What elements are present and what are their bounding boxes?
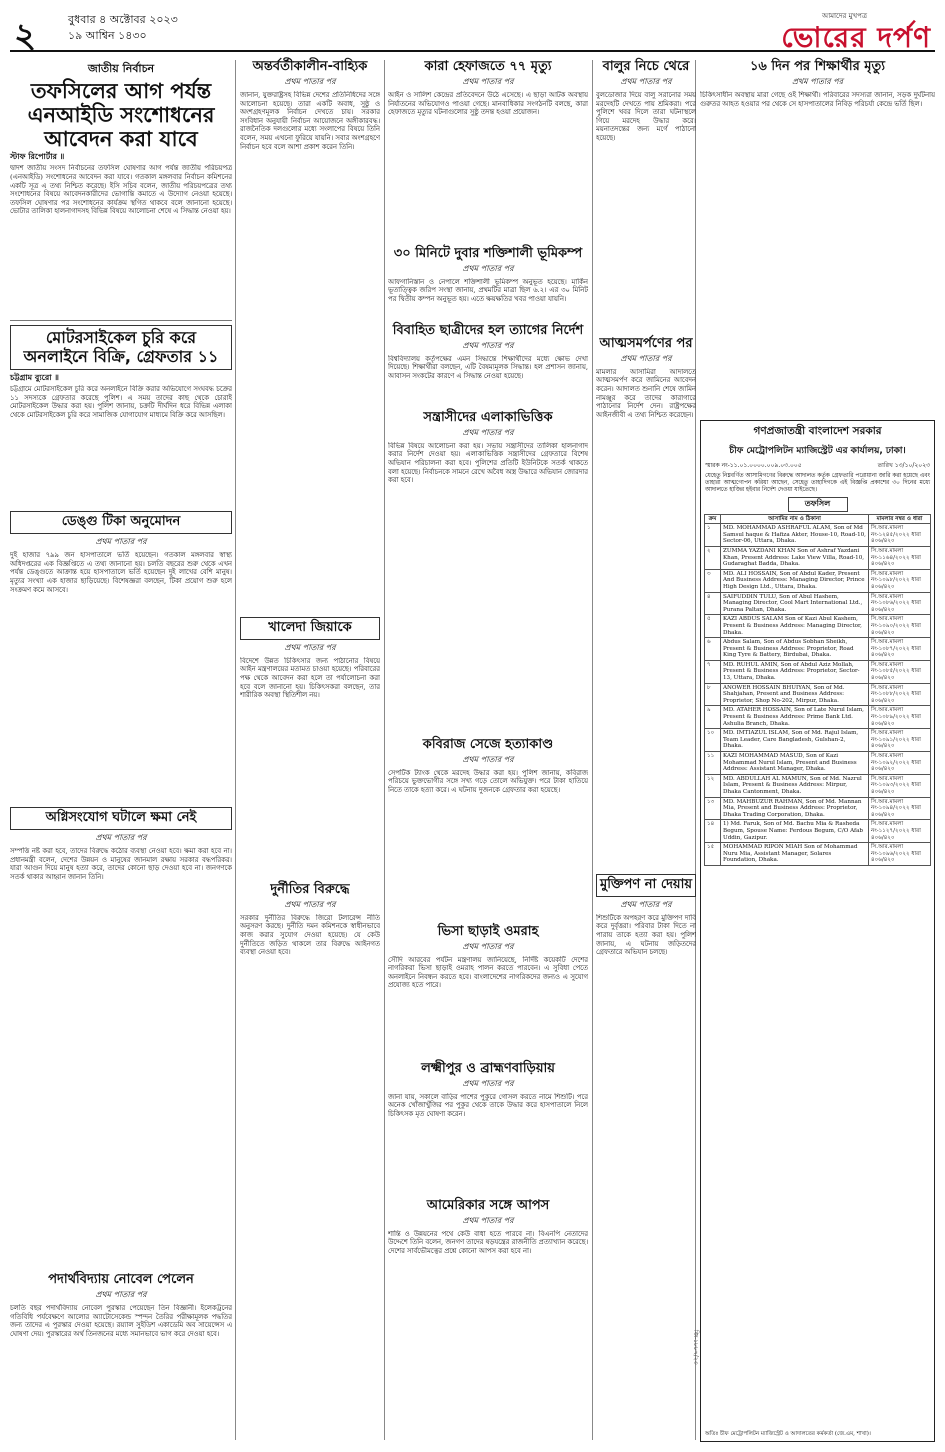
article-headline: মোটরসাইকেল চুরি করে অনলাইনে বিক্রি, গ্রেফতার ১১ — [23, 328, 219, 366]
article-body: আইন ও সালিশ কেন্দ্রের প্রতিবেদনে উঠে এসেছে। এ ছাড়া আটক অবস্থায় নির্যাতনের অভিযোগও পাওয়া গেছে। মানবাধিকার সংগঠনটি বলছে, কারা হেফাজতে মৃত্যুর ঘটনাগুলোর সুষ্ঠু তদন্ত হওয়া প্রয়োজন। — [388, 90, 588, 117]
article-sub: প্রথম পাতার পর — [462, 754, 514, 764]
cell-name: Abdus Salam, Son of Abdus Sobhan Sheikh, Present & Business Address: Proprietor, Road King Tyre & Battery, Birdubai, Dhaka. — [721, 638, 869, 661]
article-sub: প্রথম পাতার পর — [284, 899, 336, 909]
col-name: আসামির নাম ও ঠিকানা — [721, 514, 869, 524]
cell-sl: ৭ — [705, 660, 721, 683]
cell-case: সি.আর.মামলা নং-১০৮৭/২০২২ ধারা ৪০৬/৪২০ — [869, 638, 931, 661]
column-3 — [388, 60, 588, 1390]
cell-case: সি.আর.মামলা নং-১০৯১/২০২২ ধারা ৪০৬/৪২০ — [869, 729, 931, 752]
notice-table — [704, 514, 931, 866]
column-divider — [592, 60, 593, 1440]
table-row — [705, 843, 931, 866]
column-4 — [596, 60, 696, 1284]
article-body: বিভিন্ন বিষয়ে আলোচনা করা হয়। সভায় সন্ত্রাসীদের তালিকা হালনাগাদ করার নির্দেশ দেওয়া হয়। এলাকাভিত্তিক সন্ত্রাসীদের গ্রেফতারে বিশেষ অভিযান পরিচালনা করা হবে। পুলিশের প্রতিটি ইউনিটকে সতর্ক থাকতে বলা হয়েছে। নির্বাচনকে সামনে রেখে অবৈধ অস্ত্র উদ্ধারে অভিযান জোরদার করা হবে। — [388, 441, 588, 485]
article-headline: সন্ত্রাসীদের এলাকাভিত্তিক — [423, 409, 553, 425]
cell-case: সি.আর.মামলা নং-১০৯২/২০২২ ধারা ৪০৬/৪২০ — [869, 752, 931, 775]
table-row — [705, 774, 931, 797]
cell-case: সি.আর.মামলা নং-১০৮৫/২০২২ ধারা ৪০৬/৪২০ — [869, 660, 931, 683]
cell-sl: ৩ — [705, 569, 721, 592]
article-dengue — [10, 511, 232, 534]
cell-case: সি.আর.মামলা নং-১০৮৮/২০২২ ধারা ৪০৬/৪২০ — [869, 683, 931, 706]
article-body: সেপটিক ট্যাংক থেকে মরদেহ উদ্ধার করা হয়। পুলিশ জানায়, কবিরাজ পরিচয়ে ভুক্তভোগীর সঙ্গে সখ্য গড়ে তোলে অভিযুক্ত। পরে টাকা হাতিয়ে নিতে তাকে হত্যা করে। এ ঘটনায় দুজনকে গ্রেফতার করা হয়েছে। — [388, 768, 588, 794]
article-headline: ডেঙ্গু টিকা অনুমোদন — [61, 514, 181, 530]
article-motorcycle — [10, 325, 232, 370]
cell-name: ANOWER HOSSAIN BHUIYAN, Son of Md. Shahjahan, Present and Business Address: Proprietor, Shop No-202, Mirpur, Dhaka. — [721, 683, 869, 706]
article-headline: ১৬ দিন পর শিক্ষার্থীর মৃত্যু — [749, 59, 886, 74]
cell-name: KAZI MOHAMMAD MASUD, Son of Kazi Mohammad Nurul Islam, Present and Business Address: Assistant Manager, Dhaka. — [721, 752, 869, 775]
table-header-row — [705, 514, 931, 524]
table-row — [705, 797, 931, 820]
brand-name: ভোরের দর্পণ — [781, 21, 931, 54]
notice-footer: অতিঃ চীফ মেট্রোপলিটন ম্যাজিস্ট্রেট ও আদালতের কর্মকর্তা (জে.এম, শাখা)। — [705, 1431, 871, 1437]
col-case: মামলার নম্বর ও ধারা — [869, 514, 931, 524]
masthead — [10, 8, 935, 56]
cell-name: ZUMMA YAZDANI KHAN Son of Ashraf Yazdani Khan, Present Address: Lake View Villa, Road-10, Gudaraghat Badda, Dhaka. — [721, 546, 869, 569]
cell-case: সি.আর.মামলা নং-১০৯৬/২০২২ ধারা ৪০৬/৪২০ — [869, 843, 931, 866]
article-body: বিদেশে উন্নত চিকিৎসার জন্য পাঠানোর বিষয়ে আইন মন্ত্রণালয়ের মতামত চাওয়া হয়েছে। পরিবারের পক্ষ থেকে আবেদন করা হলে তা পর্যালোচনা করা হবে বলে জানানো হয়। চিকিৎসকরা বলছেন, তার শারীরিক অবস্থা স্থিতিশীল নয়। — [240, 656, 380, 700]
cell-sl: ৪ — [705, 592, 721, 615]
notice-memo: স্মারক নং-১১.০১.০০০০.০০৯.০৩.০০৫ — [705, 462, 802, 469]
article-khaleda — [240, 617, 380, 640]
court-notice — [700, 420, 935, 1442]
notice-intro: যেহেতু নিম্নবর্ণিত আসামিগণের বিরুদ্ধে আদালত কর্তৃক গ্রেফতারি পরোয়ানা জারি করা হয়েছে এবং তাহারা আত্মগোপন করিয়া আছেন, সেহেতু তাহাদিগকে এই বিজ্ঞপ্তি প্রকাশের ৩০ দিনের মধ্যে আদালতে হাজির হইবার নির্দেশ দেওয়া যাইতেছে। — [705, 473, 930, 494]
article-sub: প্রথম পাতার পর — [95, 1290, 147, 1300]
cell-name: SAIFUDDIN TULU, Son of Abul Hashem, Managing Director, Cool Mart International Ltd., Purana Paltan, Dhaka. — [721, 592, 869, 615]
cell-sl: ১৫ — [705, 843, 721, 866]
article-body: শিশুটিকে অপহরণ করে মুক্তিপণ দাবি করে দুর্বৃত্তরা। পরিবার টাকা দিতে না পারায় তাকে হত্যা করা হয়। পুলিশ জানায়, এ ঘটনায় জড়িতদের গ্রেফতারে অভিযান চলছে। — [596, 913, 696, 957]
article-sub: প্রথম পাতার পর — [462, 340, 514, 350]
article-headline: কারা হেফাজতে ৭৭ মৃত্যু — [424, 59, 552, 74]
article-sub: প্রথম পাতার পর — [462, 427, 514, 437]
article-sub: প্রথম পাতার পর — [792, 76, 843, 86]
cell-sl: ৯ — [705, 706, 721, 729]
article-body: চিকিৎসাধীন অবস্থায় মারা গেছে ওই শিক্ষার্থী। পরিবারের সদস্যরা জানান, সড়ক দুর্ঘটনায় গুরুতর আহত হওয়ার পর থেকে সে হাসপাতালের নিবিড় পরিচর্যা কেন্দ্রে ভর্তি ছিল। — [700, 90, 935, 108]
date-gregorian: বুধবার ৪ অক্টোবর ২০২৩ — [68, 13, 178, 26]
cell-name: MD. ALI HOSSAIN, Son of Abdul Kader, Present And Business Address: Managing Director, Prince High Design Ltd., Uttara, Dhaka. — [721, 569, 869, 592]
cell-name: 1) Md. Faruk, Son of Md. Bachu Mia & Rasheda Begum, Spouse Name: Ferdous Begum, C/O Afab Uddin, Gazipur. — [721, 820, 869, 843]
article-body: দুই হাজার ৭৯৯ জন হাসপাতালে ভর্তি হয়েছেন। গতকাল মঙ্গলবার স্বাস্থ্য অধিদপ্তরের এক বিজ্ঞপ্তিতে এ তথ্য জানানো হয়। চলতি বছরের শুরু থেকে এখন পর্যন্ত ডেঙ্গুতে আক্রান্ত হয়ে হাসপাতালে ভর্তি হয়েছেন দুই লাখের বেশি মানুষ। মৃত্যুর সংখ্যা এক হাজার ছাড়িয়েছে। বিশেষজ্ঞরা বলছেন, টিকা প্রয়োগ শুরু হলে সংক্রমণ কমে আসবে। — [10, 551, 232, 594]
article-body: মামলার আসামিরা আদালতে আত্মসমর্পণ করে জামিনের আবেদন করেন। আদালত শুনানি শেষে জামিন নামঞ্জুর করে তাদের কারাগারে পাঠানোর নির্দেশ দেন। রাষ্ট্রপক্ষের আইনজীবী এ তথ্য নিশ্চিত করেছেন। — [596, 367, 696, 419]
article-sub: প্রথম পাতার পর — [620, 899, 672, 909]
article-body: বুলডোজার দিয়ে বালু সরানোর সময় মরদেহটি দেখতে পায় শ্রমিকরা। পরে পুলিশে খবর দিলে তারা ঘটনাস্থলে গিয়ে মরদেহ উদ্ধার করে। ময়নাতদন্তের জন্য মর্গে পাঠানো হয়েছে। — [596, 90, 696, 142]
cell-sl: ৬ — [705, 638, 721, 661]
cell-case: সি.আর.মামলা নং-১০৯৩/২০২২ ধারা ৪০৬/৪২০ — [869, 774, 931, 797]
table-row — [705, 638, 931, 661]
cell-case: সি.আর.মামলা নং-১০৯৪/২০২২ ধারা ৪০৬/৪২০ — [869, 797, 931, 820]
article-sub: প্রথম পাতার পর — [284, 642, 336, 652]
cell-name: MD. RUHUL AMIN, Son of Abdul Aziz Mollah, Present & Business Address: Proprietor, Sector-13, Uttara, Dhaka. — [721, 660, 869, 683]
table-row — [705, 569, 931, 592]
cell-case: সি.আর.মামলা নং-১১৬৪/২০২২ ধারা ৪০৬/৪২০ — [869, 546, 931, 569]
article-nid — [10, 60, 232, 314]
cell-sl: ১৩ — [705, 797, 721, 820]
article-body: শান্তি ও উন্নয়নের পথে কেউ বাধা হতে পারবে না। বিএনপি নেতাদের উদ্দেশে তিনি বলেন, জনগণ তাদের ষড়যন্ত্রের রাজনীতি প্রত্যাখ্যান করেছে। দেশের সার্বভৌমত্বের প্রশ্নে কোনো আপস করা হবে না। — [388, 1229, 588, 1255]
article-headline: ৩০ মিনিটে দুবার শক্তিশালী ভূমিকম্প — [393, 245, 583, 261]
column-divider — [384, 60, 385, 1440]
column-divider — [235, 60, 236, 1440]
article-headline: আত্মসমর্পণের পর — [599, 335, 693, 351]
col-sl: ক্রম — [705, 514, 721, 524]
article-sub: প্রথম পাতার পর — [462, 76, 514, 86]
article-headline: কবিরাজ সেজে হত্যাকাণ্ড — [422, 736, 554, 752]
cell-name: MD. MOHAMMAD ASHRAFUL ALAM, Son of Md Samsul haque & Hafiza Akter, House-10, Road-10, Sector-06, Uttara, Dhaka. — [721, 524, 869, 547]
article-sub: প্রথম পাতার পর — [462, 1078, 514, 1088]
article-headline: ভিসা ছাড়াই ওমরাহ — [437, 923, 539, 939]
article-kicker: জাতীয় নির্বাচন — [87, 62, 155, 75]
article-fire — [10, 807, 232, 830]
cell-sl: ৮ — [705, 683, 721, 706]
article-body: সৌদি আরবের পর্যটন মন্ত্রণালয় জানিয়েছে, নির্দিষ্ট কয়েকটি দেশের নাগরিকরা ভিসা ছাড়াই ওমরাহ পালন করতে পারবেন। এ সুবিধা পেতে অনলাইনে নিবন্ধন করতে হবে। বাংলাদেশের নাগরিকদের জন্যও এ সুযোগ প্রযোজ্য হতে পারে। — [388, 955, 588, 990]
cell-sl: ১২ — [705, 774, 721, 797]
cell-sl: ১ — [705, 524, 721, 547]
cell-name: MD. MAHBUZUR RAHMAN, Son of Md. Mannan Mia, Present and Business Address: Proprietor, Dhaka Trading Corporation, Dhaka. — [721, 797, 869, 820]
table-row — [705, 592, 931, 615]
brand-tagline: আমাদের মুখপত্র — [821, 12, 867, 20]
article-headline: খালেদা জিয়াকে — [268, 619, 352, 635]
article-body: জানা যায়, সকালে বাড়ির পাশের পুকুরে গোসল করতে নামে শিশুটি। পরে অনেক খোঁজাখুঁজির পর পুকুর থেকে তাকে উদ্ধার করে হাসপাতালে নিলে চিকিৎসক মৃত ঘোষণা করেন। — [388, 1092, 588, 1118]
table-row — [705, 615, 931, 638]
notice-office: চীফ মেট্রোপলিটন ম্যাজিস্ট্রেট এর কার্যালয়, ঢাকা। — [729, 446, 906, 456]
cell-name: KAZI ABDUS SALAM Son of Kazi Abul Kashem, Present & Business Address: Managing Director, Dhaka. — [721, 615, 869, 638]
side-stamp: জি-১৮৮৭/২৩ — [692, 1330, 699, 1365]
article-body: সম্পত্তি নষ্ট করা হবে, তাদের বিরুদ্ধে কঠোর ব্যবস্থা নেওয়া হবে। ক্ষমা করা হবে না। প্রধানমন্ত্রী বলেন, দেশের উন্নয়ন ও মানুষের জানমাল রক্ষায় সরকার বদ্ধপরিকর। যারা আগুন দিয়ে মানুষ হত্যা করে, তাদের কোনো ছাড় দেওয়া হবে না। জনগণকে সতর্ক থাকার আহ্বান জানান তিনি। — [10, 847, 232, 881]
cell-name: MD. ATAHER HOSSAIN, Son of Late Nurul Islam, Present & Business Address: Prime Bank Ltd. Ashulia Branch, Dhaka. — [721, 706, 869, 729]
article-body: চট্টগ্রামে মোটরসাইকেল চুরি করে অনলাইনে বিক্রি করার অভিযোগে সংঘবদ্ধ চক্রের ১১ সদস্যকে গ্রেফতার করেছে পুলিশ। এ সময় তাদের কাছ থেকে চোরাই মোটরসাইকেল উদ্ধার করা হয়। পুলিশ জানায়, চক্রটি দীর্ঘদিন ধরে বিভিন্ন এলাকা থেকে মোটরসাইকেল চুরি করে সামাজিক যোগাযোগ মাধ্যমে বিক্রি করে আসছিল। — [10, 385, 232, 419]
article-sub: প্রথম পাতার পর — [284, 76, 336, 86]
notice-gov-title: গণপ্রজাতন্ত্রী বাংলাদেশ সরকার — [753, 425, 882, 437]
date-line — [68, 12, 178, 44]
article-sub: প্রথম পাতার পর — [620, 353, 672, 363]
table-row — [705, 524, 931, 547]
table-row — [705, 820, 931, 843]
cell-name: MD. ABDULLAH AL MAMUN, Son of Md. Nazrul Islam, Present & Business Address: Mirpur, Dhaka Cantonment, Dhaka. — [721, 774, 869, 797]
table-row — [705, 706, 931, 729]
article-headline: দুর্নীতির বিরুদ্ধে — [270, 881, 350, 897]
article-headline: বালুর নিচে থেরে — [602, 59, 690, 74]
table-row — [705, 729, 931, 752]
date-bangla: ১৯ আশ্বিন ১৪৩০ — [68, 29, 147, 42]
cell-case: সি.আর.মামলা নং-১০৮৬/২০২২ ধারা ৪০৬/৪২০ — [869, 592, 931, 615]
article-body: চলতি বছর পদার্থবিদ্যায় নোবেল পুরস্কার পেয়েছেন তিন বিজ্ঞানী। ইলেকট্রনের গতিবিধি পর্যবেক্ষণে আলোর অ্যাটোসেকেন্ড স্পন্দন তৈরির পরীক্ষামূলক পদ্ধতির জন্য তাদের এ পুরস্কার দেওয়া হয়েছে। রয়্যাল সুইডিশ একাডেমি অব সায়েন্সেস এ ঘোষণা দেয়। পুরস্কারের অর্থ তিনজনের মধ্যে সমানভাবে ভাগ করে দেওয়া হবে। — [10, 1304, 232, 1338]
article-sub: প্রথম পাতার পর — [462, 1215, 514, 1225]
article-body: সরকার দুর্নীতির বিরুদ্ধে জিরো টলারেন্স নীতি অনুসরণ করছে। দুর্নীতি দমন কমিশনকে স্বাধীনভাবে কাজ করার সুযোগ দেওয়া হয়েছে। যে কেউ দুর্নীতিতে জড়িত থাকলে তার বিরুদ্ধে আইনগত ব্যবস্থা নেওয়া হবে। — [240, 913, 380, 957]
article-headline: অন্তর্বর্তীকালীন-বাহ্যিক — [252, 59, 368, 74]
cell-sl: ১১ — [705, 752, 721, 775]
article-sub: প্রথম পাতার পর — [95, 537, 147, 547]
article-sub: প্রথম পাতার পর — [462, 263, 514, 273]
cell-case: সি.আর.মামলা নং-১২৪৫/২০২২ ধারা ৪০৬/৪২০ — [869, 524, 931, 547]
cell-sl: ১৪ — [705, 820, 721, 843]
notice-table-body — [705, 524, 931, 866]
cell-name: MD. IMTIAZUL ISLAM, Son of Md. Rajul Islam, Team Leader, Care Bangladesh, Gulshan-2, Dhaka. — [721, 729, 869, 752]
column-1 — [10, 60, 232, 1444]
article-headline: মুক্তিপণ না দেয়ায় — [599, 876, 693, 892]
divider — [10, 320, 232, 321]
table-row — [705, 683, 931, 706]
notice-date: তারিখ ১৩/১০/২০২৩ — [877, 462, 930, 469]
article-headline: বিবাহিত ছাত্রীদের হল ত্যাগের নির্দেশ — [392, 322, 584, 338]
article-student-death — [700, 60, 935, 411]
article-sub: প্রথম পাতার পর — [95, 833, 147, 843]
article-headline: তফসিলের আগ পর্যন্ত এনআইডি সংশোধনের আবেদন করা যাবে — [27, 79, 215, 152]
cell-case: সি.আর.মামলা নং-১০৮৯/২০২২ ধারা ৪০৬/৪২০ — [869, 706, 931, 729]
article-ransom — [596, 874, 696, 897]
article-headline: লক্ষ্মীপুর ও ব্রাহ্মণবাড়িয়ায় — [421, 1060, 555, 1076]
article-headline: আমেরিকার সঙ্গে আপস — [426, 1197, 550, 1213]
table-row — [705, 752, 931, 775]
article-body: বিশ্ববিদ্যালয় কর্তৃপক্ষের এমন সিদ্ধান্তে শিক্ষার্থীদের মধ্যে ক্ষোভ দেখা দিয়েছে। শিক্ষার্থীরা বলছেন, এটি বৈষম্যমূলক সিদ্ধান্ত। হল প্রশাসন জানায়, আবাসন সংকটের কারণে এ সিদ্ধান্ত নেওয়া হয়েছে। — [388, 354, 588, 380]
article-body: জানান, যুক্তরাষ্ট্রসহ বিভিন্ন দেশের প্রতিনিধিদের সঙ্গে আলোচনা হয়েছে। তারা একটি অবাধ, সুষ্ঠু ও অংশগ্রহণমূলক নির্বাচন দেখতে চায়। সরকার সংবিধান অনুযায়ী নির্বাচন আয়োজনে অঙ্গীকারবদ্ধ। রাজনৈতিক দলগুলোর মধ্যে সংলাপের বিষয়ে তিনি বলেন, সময় এখনো ফুরিয়ে যায়নি। সবার অংশগ্রহণে নির্বাচন হবে বলে আশা প্রকাশ করেন তিনি। — [240, 90, 380, 151]
article-headline: অগ্নিসংযোগ ঘটালে ক্ষমা নেই — [45, 810, 197, 826]
table-row — [705, 546, 931, 569]
cell-name: MOHAMMAD RIPON MIAH Son of Mohammad Nuru Mia, Assistant Manager, Solares Foundation, Dhaka. — [721, 843, 869, 866]
cell-case: সি.আর.মামলা নং-১১২৭/২০২২ ধারা ৪০৬/৪২০ — [869, 820, 931, 843]
article-body: আফগানিস্তান ও নেপালে শক্তিশালী ভূমিকম্প অনুভূত হয়েছে। মার্কিন ভূতাত্ত্বিক জরিপ সংস্থা জানায়, প্রথমটির মাত্রা ছিল ৬.২। এর ৩০ মিনিট পর দ্বিতীয় কম্পন অনুভূত হয়। এতে ক্ষয়ক্ষতির খবর পাওয়া যায়নি। — [388, 277, 588, 304]
notice-table-title: তফসিল — [788, 497, 848, 512]
article-byline: স্টাফ রিপোর্টার ॥ — [10, 151, 65, 162]
cell-case: সি.আর.মামলা নং-১০৯০/২০২২ ধারা ৪০৬/৪২০ — [869, 615, 931, 638]
article-sub: প্রথম পাতার পর — [462, 941, 514, 951]
cell-sl: ২ — [705, 546, 721, 569]
article-body: দ্বাদশ জাতীয় সংসদ নির্বাচনের তফসিল ঘোষণার আগ পর্যন্ত জাতীয় পরিচয়পত্র (এনআইডি) সংশোধনের আবেদন করা যাবে। গতকাল মঙ্গলবার নির্বাচন কমিশনের একটি সূত্র এ তথ্য নিশ্চিত করেছে। ইসি সচিব বলেন, জাতীয় পরিচয়পত্রের তথ্য সংশোধনের বিষয়ে আবেদনকারীদের ভোগান্তি কমাতে এ উদ্যোগ নেওয়া হয়েছে। তফসিল ঘোষণার পর সংশোধনের কার্যক্রম স্থগিত থাকবে বলে জানানো হয়েছে। ভোটার তালিকা হালনাগাদসহ বিভিন্ন বিষয়ে আলোচনা শেষে এ সিদ্ধান্ত নেওয়া হয়। — [10, 164, 232, 216]
article-byline: চট্টগ্রাম ব্যুরো ॥ — [10, 372, 59, 383]
page-number: ২ — [14, 16, 37, 56]
notice-meta — [701, 458, 934, 473]
newspaper-logo — [781, 10, 931, 63]
cell-sl: ১০ — [705, 729, 721, 752]
cell-case: সি.আর.মামলা নং-১০৯৮/২০২২ ধারা ৪০৬/৪২০ — [869, 569, 931, 592]
column-2 — [240, 60, 380, 1414]
table-row — [705, 660, 931, 683]
cell-sl: ৫ — [705, 615, 721, 638]
article-sub: প্রথম পাতার পর — [620, 76, 672, 86]
article-headline: পদার্থবিদ্যায় নোবেল পেলেন — [48, 1272, 194, 1288]
